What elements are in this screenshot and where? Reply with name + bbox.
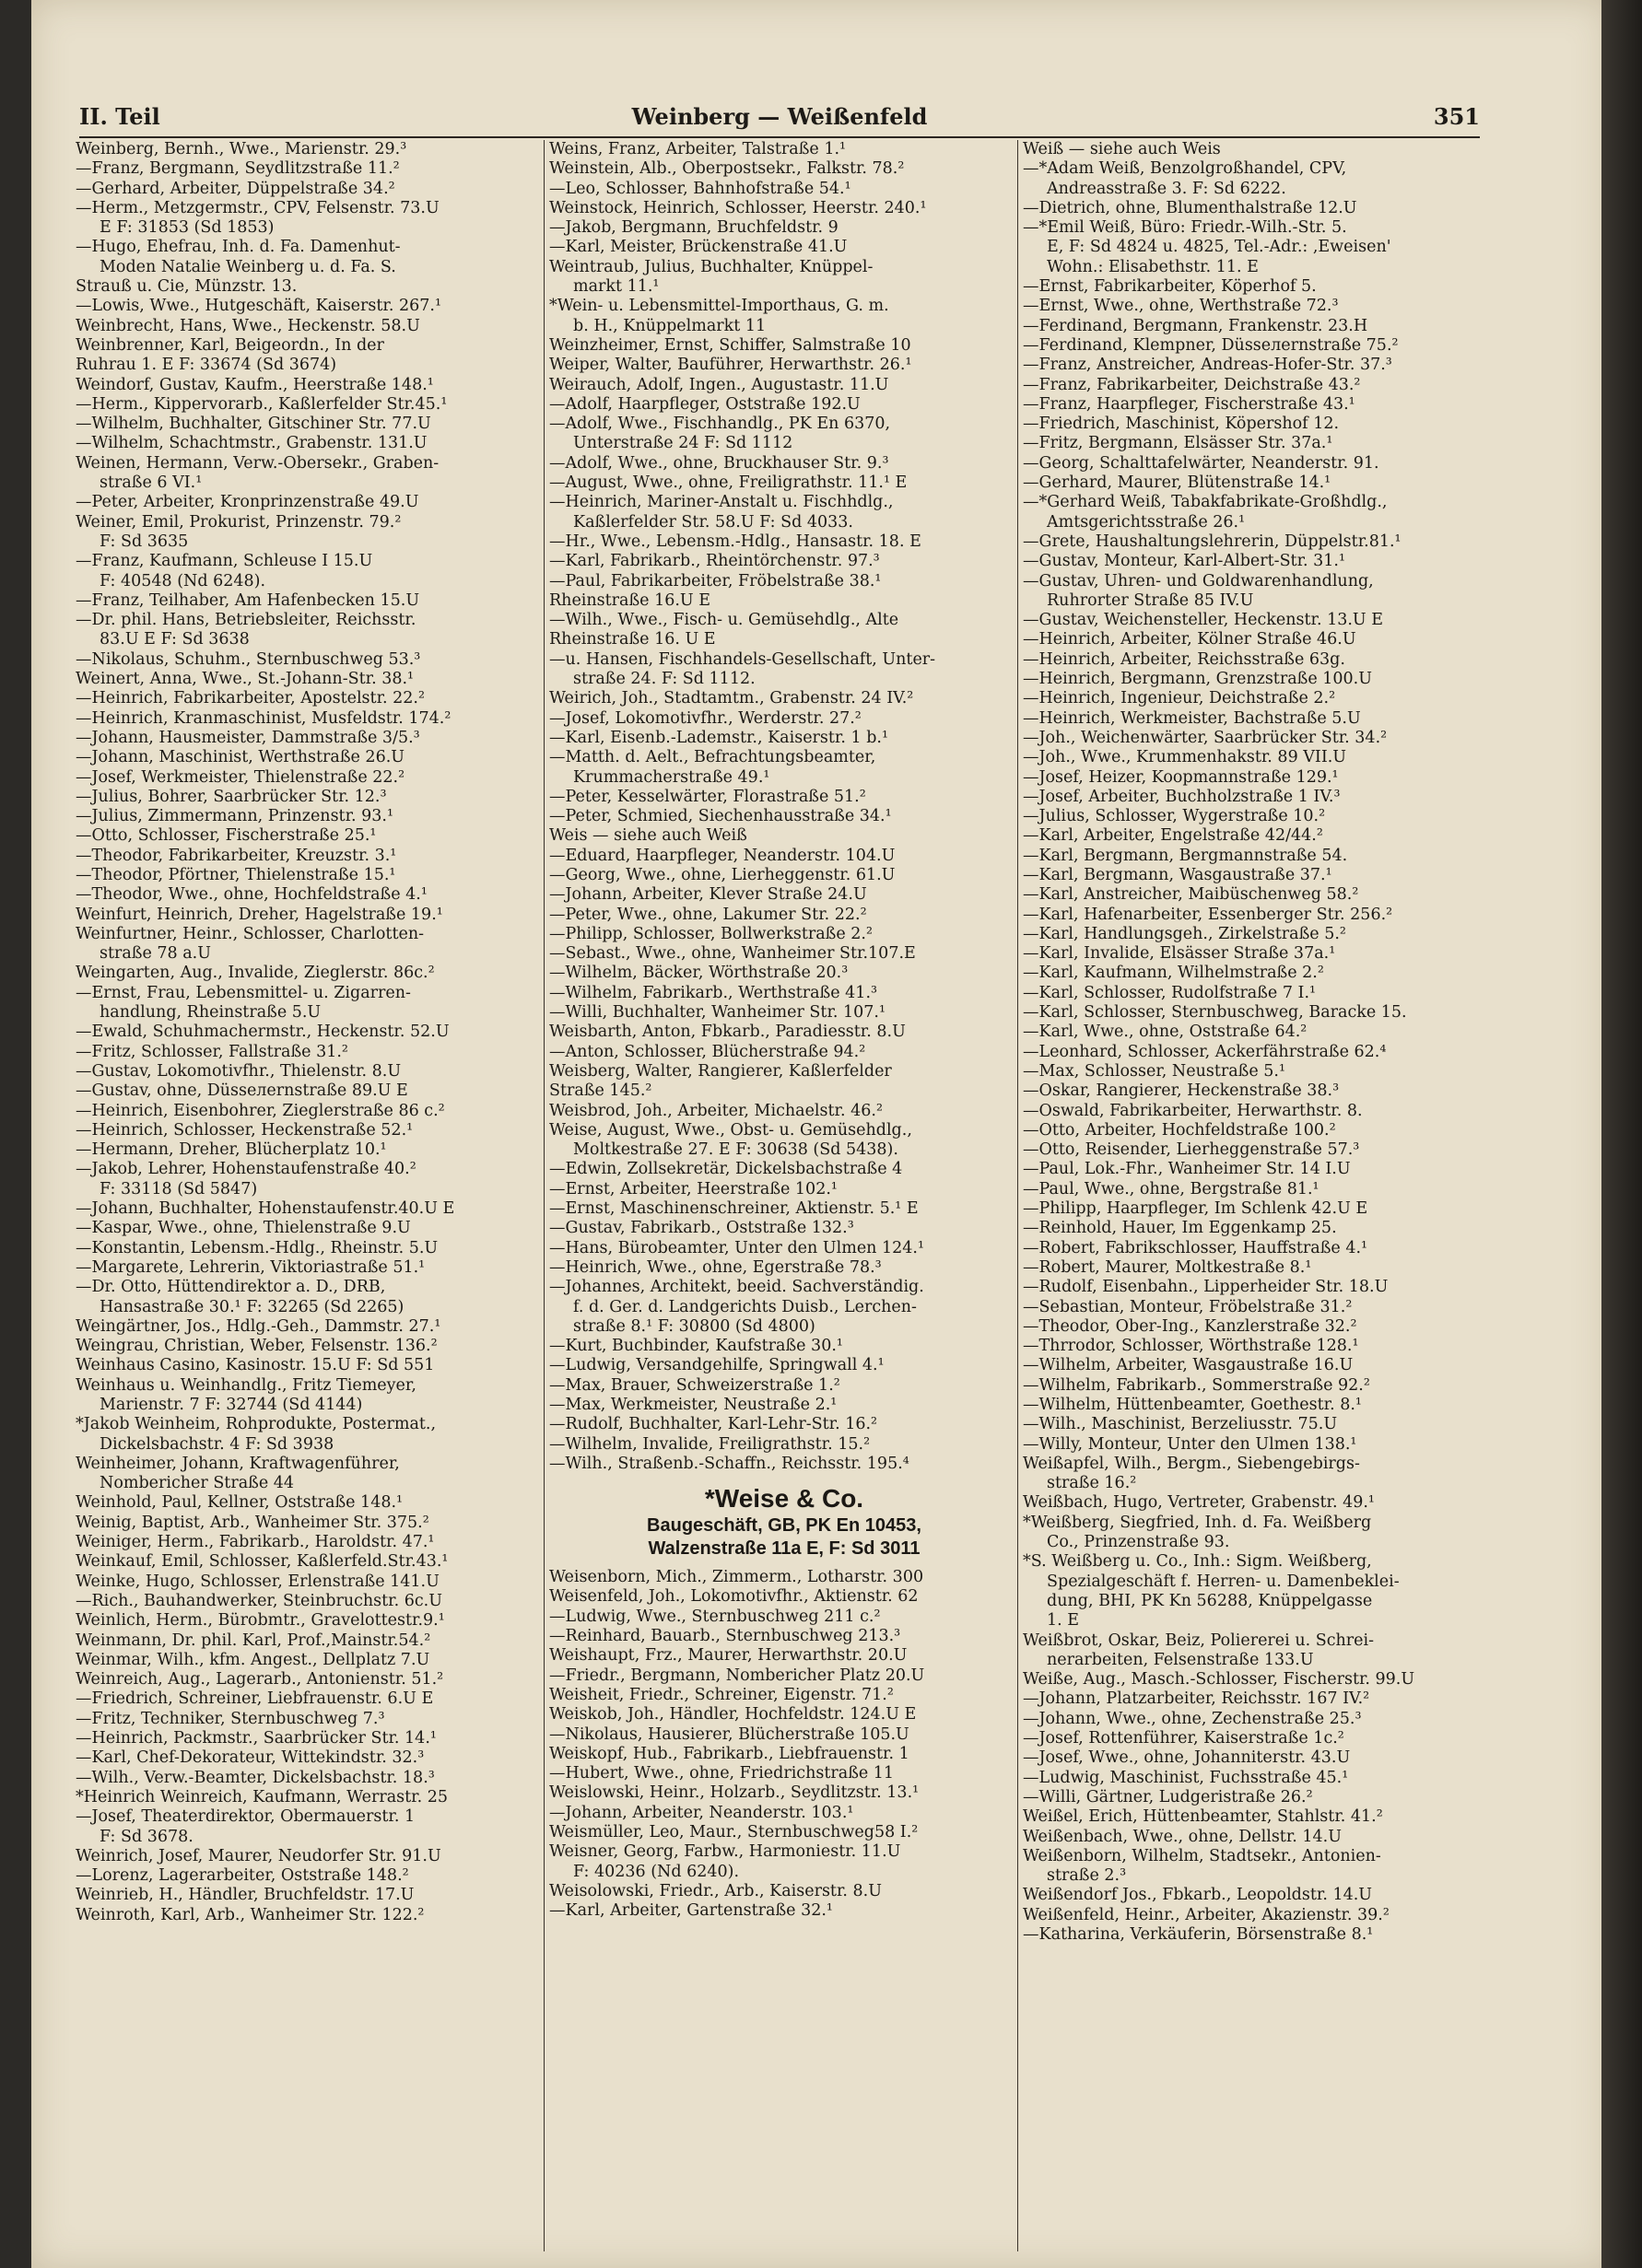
directory-entry: Weirauch, Adolf, Ingen., Augustastr. 11.U <box>549 375 889 394</box>
directory-entry: —Josef, Werkmeister, Thielenstraße 22.² <box>76 767 405 787</box>
directory-entry: *Wein- u. Lebensmittel-Importhaus, G. m. <box>549 297 889 316</box>
directory-entry: —Johann, Hausmeister, Dammstraße 3/5.³ <box>76 728 420 747</box>
directory-entry: —Ernst, Arbeiter, Heerstraße 102.¹ <box>549 1179 838 1198</box>
directory-entry: —Ludwig, Wwe., Sternbuschweg 211 c.² <box>549 1607 881 1626</box>
column-1 <box>76 140 547 2251</box>
directory-entry: —Karl, Handlungsgeh., Zirkelstraße 5.² <box>1023 924 1346 943</box>
directory-entry: —Hugo, Ehefrau, Inh. d. Fa. Damenhut- <box>76 238 401 257</box>
directory-entry: —Karl, Wwe., ohne, Oststraße 64.² <box>1023 1023 1308 1042</box>
directory-entry: —Ewald, Schuhmachermstr., Heckenstr. 52.U <box>76 1023 450 1042</box>
directory-entry: —Johann, Platzarbeiter, Reichsstr. 167 IV.² <box>1023 1689 1370 1709</box>
directory-entry: —Oswald, Fabrikarbeiter, Herwarthstr. 8. <box>1023 1101 1363 1120</box>
directory-entry: —Wilh., Maschinist, Berzeliusstr. 75.U <box>1023 1415 1338 1434</box>
directory-entry: Weishaupt, Frz., Maurer, Herwarthstr. 20.U <box>549 1646 908 1666</box>
directory-entry: —Otto, Reisender, Lierheggenstraße 57.³ <box>1023 1140 1360 1160</box>
weise-co-advertisement <box>549 1483 1019 1561</box>
directory-entry: Weiniger, Herm., Fabrikarb., Haroldstr. 47.¹ <box>76 1533 435 1552</box>
directory-entry: Weiner, Emil, Prokurist, Prinzenstr. 79.² <box>76 512 402 532</box>
directory-entry: Weingärtner, Jos., Hdlg.-Geh., Dammstr. 27.¹ <box>76 1316 441 1336</box>
directory-entry: Weisenborn, Mich., Zimmerm., Lotharstr. 300 <box>549 1568 924 1587</box>
directory-entry: Weinkauf, Emil, Schlosser, Kaßlerfeld.Str.43.¹ <box>76 1552 449 1572</box>
directory-entry: —Ludwig, Maschinist, Fuchsstraße 45.¹ <box>1023 1768 1349 1787</box>
directory-entry: f. d. Ger. d. Landgerichts Duisb., Lerchen- <box>573 1297 917 1316</box>
directory-entry: —Grete, Haushaltungslehrerin, Düppelstr.81.¹ <box>1023 532 1402 551</box>
directory-entry: Weisberg, Walter, Rangierer, Kaßlerfelder <box>549 1061 892 1081</box>
directory-entry: —Heinrich, Mariner-Anstalt u. Fischhdlg., <box>549 493 894 512</box>
directory-entry: Andreasstraße 3. F: Sd 6222. <box>1047 179 1286 198</box>
directory-entry: —Heinrich, Eisenbohrer, Zieglerstraße 86 c.² <box>76 1101 445 1120</box>
directory-entry: —Dr. phil. Hans, Betriebsleiter, Reichsstr. <box>76 611 416 630</box>
directory-entry: F: 33118 (Sd 5847) <box>100 1179 258 1198</box>
directory-entry: —Gerhard, Arbeiter, Düppelstraße 34.² <box>76 179 395 198</box>
directory-entry: —Heinrich, Werkmeister, Bachstraße 5.U <box>1023 708 1361 728</box>
directory-entry: Rheinstraße 16.U E <box>549 590 711 610</box>
directory-entry: —Gustav, Monteur, Karl-Albert-Str. 31.¹ <box>1023 552 1346 571</box>
directory-entry: —Karl, Anstreicher, Maibüschenweg 58.² <box>1023 885 1359 905</box>
directory-entry: —Ferdinand, Klempner, Düsseлernstraße 75.² <box>1023 335 1399 355</box>
directory-entry: —Rudolf, Buchhalter, Karl-Lehr-Str. 16.² <box>549 1415 878 1434</box>
directory-entry: —Heinrich, Arbeiter, Reichsstraße 63g. <box>1023 649 1345 669</box>
directory-entry: Weislowski, Heinr., Holzarb., Seydlitzstr. 13.¹ <box>549 1783 920 1803</box>
directory-entry: *S. Weißberg u. Co., Inh.: Sigm. Weißberg, <box>1023 1552 1372 1572</box>
directory-entry: —Ernst, Wwe., ohne, Werthstraße 72.³ <box>1023 297 1339 316</box>
directory-entry: Weiskopf, Hub., Fabrikarb., Liebfrauenstr. 1 <box>549 1744 909 1763</box>
directory-entry: —Jakob, Bergmann, Bruchfeldstr. 9 <box>549 218 839 238</box>
directory-entry: —Wilh., Verw.-Beamter, Dickelsbachstr. 18.³ <box>76 1768 435 1787</box>
directory-entry: straße 8.¹ F: 30800 (Sd 4800) <box>573 1316 815 1336</box>
directory-entry: —Gustav, Fabrikarb., Oststraße 132.³ <box>549 1219 854 1238</box>
directory-entry: —Ernst, Fabrikarbeiter, Köperhof 5. <box>1023 277 1317 297</box>
directory-entry: —Willi, Gärtner, Ludgeristraße 26.² <box>1023 1787 1313 1806</box>
directory-entry: —Karl, Bergmann, Wasgaustraße 37.¹ <box>1023 865 1332 884</box>
directory-entry: dung, BHI, PK Kn 56288, Knüppelgasse <box>1047 1591 1373 1610</box>
directory-entry: —Peter, Wwe., ohne, Lakumer Str. 22.² <box>549 905 867 924</box>
directory-entry: —Wilhelm, Schachtmstr., Grabenstr. 131.U <box>76 434 428 453</box>
directory-entry: Dickelsbachstr. 4 F: Sd 3938 <box>100 1434 334 1454</box>
directory-entry: —Robert, Fabrikschlosser, Hauffstraße 4.¹ <box>1023 1238 1368 1257</box>
directory-entry: straße 24. F: Sd 1112. <box>573 670 756 689</box>
directory-entry: —Gustav, Lokomotivfhr., Thielenstr. 8.U <box>76 1061 402 1081</box>
directory-entry: —Wilhelm, Hüttenbeamter, Goethestr. 8.¹ <box>1023 1396 1362 1414</box>
directory-entry: Weinfurtner, Heinr., Schlosser, Charlotten- <box>76 924 425 943</box>
directory-entry: —Dietrich, ohne, Blumenthalstraße 12.U <box>1023 198 1357 217</box>
directory-entry: Ruhrorter Straße 85 IV.U <box>1047 590 1254 610</box>
directory-entry: —Heinrich, Schlosser, Heckenstraße 52.¹ <box>76 1120 414 1140</box>
directory-entry: Weinrich, Josef, Maurer, Neudorfer Str. 91.U <box>76 1846 441 1865</box>
directory-entry: Weinberg, Bernh., Wwe., Marienstr. 29.³ <box>76 140 407 158</box>
directory-entry: Weinig, Baptist, Arb., Wanheimer Str. 375.² <box>76 1513 429 1532</box>
directory-entry: Amtsgerichtsstraße 26.¹ <box>1047 512 1246 532</box>
directory-entry: Moltkestraße 27. E F: 30638 (Sd 5438). <box>573 1140 898 1160</box>
directory-entry: —Wilhelm, Arbeiter, Wasgaustraße 16.U <box>1023 1356 1354 1375</box>
directory-entry: —Johann, Arbeiter, Klever Straße 24.U <box>549 885 867 905</box>
directory-entry: —Philipp, Schlosser, Bollwerkstraße 2.² <box>549 924 873 943</box>
directory-entry: —Sebastian, Monteur, Fröbelstraße 31.² <box>1023 1297 1353 1316</box>
directory-entry: Weis — siehe auch Weiß <box>549 826 747 846</box>
directory-entry: —Karl, Hafenarbeiter, Essenberger Str. 256.² <box>1023 905 1393 924</box>
directory-entry: —Peter, Kesselwärter, Florastraße 51.² <box>549 787 866 806</box>
directory-entry: Straße 145.² <box>549 1081 652 1101</box>
directory-entry: Spezialgeschäft f. Herren- u. Damenbeklei- <box>1047 1572 1400 1591</box>
directory-entry: Weinert, Anna, Wwe., St.-Johann-Str. 38.¹ <box>76 670 415 689</box>
page-header <box>79 103 1480 134</box>
directory-entry: 83.U E F: Sd 3638 <box>100 630 250 649</box>
directory-entry: —Rich., Bauhandwerker, Steinbruchstr. 6c.U <box>76 1591 442 1610</box>
directory-entry: —Gustav, Weichensteller, Heckenstr. 13.U E <box>1023 611 1383 630</box>
directory-entry: —Edwin, Zollsekretär, Dickelsbachstraße 4 <box>549 1160 903 1179</box>
directory-entry: —Karl, Bergmann, Bergmannstraße 54. <box>1023 846 1348 865</box>
directory-entry: Weinstock, Heinrich, Schlosser, Heerstr. 240.¹ <box>549 198 927 217</box>
directory-entry: —Joh., Weichenwärter, Saarbrücker Str. 34.² <box>1023 728 1388 747</box>
directory-entry: —Reinhard, Bauarb., Sternbuschweg 213.³ <box>549 1627 901 1646</box>
directory-entry: E, F: Sd 4824 u. 4825, Tel.-Adr.: ,Eweisen' <box>1047 238 1391 257</box>
directory-entry: —Heinrich, Arbeiter, Kölner Straße 46.U <box>1023 630 1356 649</box>
directory-entry: —Wilhelm, Buchhalter, Gitschiner Str. 77.U <box>76 415 431 434</box>
directory-entry: —Margarete, Lehrerin, Viktoriastraße 51.¹ <box>76 1257 426 1277</box>
directory-entry: —Eduard, Haarpfleger, Neanderstr. 104.U <box>549 846 896 865</box>
directory-entry: Hansastraße 30.¹ F: 32265 (Sd 2265) <box>100 1297 405 1316</box>
directory-entry: Weinhold, Paul, Kellner, Oststraße 148.¹ <box>76 1493 404 1513</box>
directory-entry: —Lorenz, Lagerarbeiter, Oststraße 148.² <box>76 1866 409 1886</box>
part-label: II. Teil <box>79 103 160 130</box>
directory-entry: —Reinhold, Hauer, Im Eggenkamp 25. <box>1023 1219 1337 1238</box>
directory-entry: —Katharina, Verkäuferin, Börsenstraße 8.¹ <box>1023 1925 1374 1945</box>
directory-entry: —Ludwig, Versandgehilfe, Springwall 4.¹ <box>549 1356 885 1375</box>
directory-entry: —Gustav, Uhren- und Goldwarenhandlung, <box>1023 571 1374 590</box>
directory-entry: —Georg, Schalttafelwärter, Neanderstr. 91. <box>1023 453 1379 473</box>
directory-entry: Weißenborn, Wilhelm, Stadtsekr., Antonien- <box>1023 1846 1381 1865</box>
ad-title: *Weise & Co. <box>704 1484 864 1514</box>
scan-edge <box>1601 0 1642 2268</box>
directory-entry: —Franz, Bergmann, Seydlitzstraße 11.² <box>76 159 400 179</box>
directory-entry: —Josef, Arbeiter, Buchholzstraße 1 IV.³ <box>1023 787 1341 806</box>
directory-entry: —Julius, Zimmermann, Prinzenstr. 93.¹ <box>76 807 394 826</box>
directory-entry: Nombericher Straße 44 <box>100 1474 295 1493</box>
directory-entry: F: Sd 3635 <box>100 532 189 551</box>
directory-entry: —August, Wwe., ohne, Freiligrathstr. 11.¹ E <box>549 473 908 493</box>
directory-entry: —Heinrich, Kranmaschinist, Musfeldstr. 174.² <box>76 708 452 728</box>
directory-entry: Weinbrenner, Karl, Beigeordn., In der <box>76 335 384 355</box>
directory-entry: Weiper, Walter, Bauführer, Herwarthstr. 26.¹ <box>549 356 912 375</box>
directory-entry: Weisenfeld, Joh., Lokomotivfhr., Aktienstr. 62 <box>549 1587 919 1607</box>
directory-entry: —Franz, Anstreicher, Andreas-Hofer-Str. 37.³ <box>1023 356 1392 375</box>
directory-entry: —Rudolf, Eisenbahn., Lipperheider Str. 18.U <box>1023 1278 1389 1297</box>
directory-entry: —Hr., Wwe., Lebensm.-Hdlg., Hansastr. 18. E <box>549 532 921 551</box>
directory-entry: —Johann, Maschinist, Werthstraße 26.U <box>76 748 405 767</box>
directory-entry: —Kaspar, Wwe., ohne, Thielenstraße 9.U <box>76 1219 411 1238</box>
directory-entry: —Hans, Bürobeamter, Unter den Ulmen 124.¹ <box>549 1238 924 1257</box>
directory-entry: markt 11.¹ <box>573 277 660 297</box>
directory-entry: Weinstein, Alb., Oberpostsekr., Falkstr. 78.² <box>549 159 905 179</box>
directory-entry: Weißbrot, Oskar, Beiz, Poliererei u. Schrei- <box>1023 1631 1375 1650</box>
directory-entry: —Karl, Invalide, Elsässer Straße 37a.¹ <box>1023 944 1336 964</box>
directory-entry: —Lowis, Wwe., Hutgeschäft, Kaiserstr. 267.¹ <box>76 297 441 316</box>
directory-entry: —Heinrich, Wwe., ohne, Egerstraße 78.³ <box>549 1257 882 1277</box>
directory-entry: nerarbeiten, Felsenstraße 133.U <box>1047 1650 1314 1669</box>
directory-entry: —Josef, Heizer, Koopmannstraße 129.¹ <box>1023 767 1339 787</box>
directory-entry: —Fritz, Techniker, Sternbuschweg 7.³ <box>76 1709 385 1728</box>
directory-entry: —Hubert, Wwe., ohne, Friedrichstraße 11 <box>549 1764 895 1783</box>
directory-entry: —Wilhelm, Fabrikarb., Sommerstraße 92.² <box>1023 1375 1370 1395</box>
directory-entry: Weiß — siehe auch Weis <box>1023 140 1221 158</box>
directory-entry: —Fritz, Schlosser, Fallstraße 31.² <box>76 1042 348 1061</box>
directory-entry: Marienstr. 7 F: 32744 (Sd 4144) <box>100 1396 363 1414</box>
directory-entry: —Franz, Kaufmann, Schleuse I 15.U <box>76 552 373 571</box>
name-range: Weinberg — Weißenfeld <box>631 103 928 130</box>
directory-entry: —Max, Brauer, Schweizerstraße 1.² <box>549 1375 840 1395</box>
directory-entry: —Robert, Maurer, Moltkestraße 8.¹ <box>1023 1257 1312 1277</box>
directory-entry: —Fritz, Bergmann, Elsässer Str. 37a.¹ <box>1023 434 1333 453</box>
directory-entry: —Heinrich, Ingenieur, Deichstraße 2.² <box>1023 689 1336 708</box>
directory-entry: —Gerhard, Maurer, Blütenstraße 14.¹ <box>1023 473 1331 493</box>
directory-entry: —Nikolaus, Schuhm., Sternbuschweg 53.³ <box>76 649 421 669</box>
directory-entry: Weinheimer, Johann, Kraftwagenführer, <box>76 1454 400 1473</box>
directory-entry: —Wilhelm, Fabrikarb., Werthstraße 41.³ <box>549 983 878 1002</box>
directory-entry: Weinbrecht, Hans, Wwe., Heckenstr. 58.U <box>76 316 420 335</box>
directory-entry: Weinmar, Wilh., kfm. Angest., Dellplatz 7.U <box>76 1650 430 1669</box>
directory-entry: —Wilhelm, Invalide, Freiligrathstr. 15.² <box>549 1434 871 1454</box>
directory-entry: Ruhrau 1. E F: 33674 (Sd 3674) <box>76 356 337 375</box>
directory-entry: Weißenbach, Wwe., ohne, Dellstr. 14.U <box>1023 1827 1342 1846</box>
directory-entry: —Konstantin, Lebensm.-Hdlg., Rheinstr. 5.U <box>76 1238 439 1257</box>
directory-entry: —Franz, Teilhaber, Am Hafenbecken 15.U <box>76 590 420 610</box>
directory-entry: —Karl, Fabrikarb., Rheintörchenstr. 97.³ <box>549 552 880 571</box>
directory-entry: Rheinstraße 16. U E <box>549 630 716 649</box>
directory-entry: —Leo, Schlosser, Bahnhofstraße 54.¹ <box>549 179 851 198</box>
directory-entry: —Willi, Buchhalter, Wanheimer Str. 107.¹ <box>549 1003 886 1023</box>
directory-entry: —Paul, Wwe., ohne, Bergstraße 81.¹ <box>1023 1179 1319 1198</box>
directory-entry: —Friedr., Bergmann, Nombericher Platz 20.U <box>549 1666 925 1685</box>
directory-entry: —Theodor, Ober-Ing., Kanzlerstraße 32.² <box>1023 1316 1357 1336</box>
directory-entry: —Georg, Wwe., ohne, Lierheggenstr. 61.U <box>549 865 896 884</box>
directory-entry: —Wilh., Straßenb.-Schaffn., Reichsstr. 195.⁴ <box>549 1454 909 1473</box>
directory-entry: —Josef, Wwe., ohne, Johanniterstr. 43.U <box>1023 1748 1351 1768</box>
directory-entry: straße 6 VI.¹ <box>100 473 203 493</box>
directory-entry: —Julius, Bohrer, Saarbrücker Str. 12.³ <box>76 787 387 806</box>
directory-entry: —Willy, Monteur, Unter den Ulmen 138.¹ <box>1023 1434 1357 1454</box>
directory-entry: —Karl, Schlosser, Sternbuschweg, Baracke 15. <box>1023 1003 1407 1023</box>
directory-entry: —Thrrodor, Schlosser, Wörthstraße 128.¹ <box>1023 1337 1359 1356</box>
directory-entry: 1. E <box>1047 1611 1080 1631</box>
directory-entry: Weisner, Georg, Farbw., Harmoniestr. 11.U <box>549 1842 901 1862</box>
directory-entry: Krummacherstraße 49.¹ <box>573 767 770 787</box>
directory-entry: E F: 31853 (Sd 1853) <box>100 218 275 238</box>
directory-entry: —Karl, Chef-Dekorateur, Wittekindstr. 32.³ <box>76 1748 425 1768</box>
directory-entry: *Weißberg, Siegfried, Inh. d. Fa. Weißberg <box>1023 1513 1372 1532</box>
directory-entry: —u. Hansen, Fischhandels-Gesellschaft, Unter- <box>549 649 936 669</box>
directory-entry: Strauß u. Cie, Münzstr. 13. <box>76 277 298 297</box>
directory-entry: —Adolf, Wwe., Fischhandlg., PK En 6370, <box>549 415 891 434</box>
directory-entry: —Ernst, Frau, Lebensmittel- u. Zigarren- <box>76 983 411 1002</box>
directory-entry: straße 78 a.U <box>100 944 211 964</box>
directory-entry: Kaßlerfelder Str. 58.U F: Sd 4033. <box>573 512 853 532</box>
directory-entry: —Otto, Schlosser, Fischerstraße 25.¹ <box>76 826 377 846</box>
directory-entry: —Peter, Schmied, Siechenhausstraße 34.¹ <box>549 807 892 826</box>
directory-entry: Weißapfel, Wilh., Bergm., Siebengebirgs- <box>1023 1454 1360 1473</box>
directory-entry: —*Adam Weiß, Benzolgroßhandel, CPV, <box>1023 159 1347 179</box>
directory-entry: —Theodor, Pförtner, Thielenstraße 15.¹ <box>76 865 396 884</box>
directory-entry: —Theodor, Wwe., ohne, Hochfeldstraße 4.¹ <box>76 885 428 905</box>
directory-entry: b. H., Knüppelmarkt 11 <box>573 316 767 335</box>
directory-entry: —Hermann, Dreher, Blücherplatz 10.¹ <box>76 1140 387 1160</box>
directory-entry: Weinen, Hermann, Verw.-Obersekr., Graben- <box>76 453 440 473</box>
directory-entry: Weise, August, Wwe., Obst- u. Gemüsehdlg., <box>549 1120 912 1140</box>
directory-entry: Weintraub, Julius, Buchhalter, Knüppel- <box>549 257 874 276</box>
directory-entry: Weinzheimer, Ernst, Schiffer, Salmstraße 10 <box>549 335 911 355</box>
directory-entry: —Joh., Wwe., Krummenhakstr. 89 VII.U <box>1023 748 1347 767</box>
directory-entry: Weinroth, Karl, Arb., Wanheimer Str. 122.² <box>76 1905 425 1924</box>
directory-entry: Unterstraße 24 F: Sd 1112 <box>573 434 793 453</box>
directory-entry: —Wilhelm, Bäcker, Wörthstraße 20.³ <box>549 964 849 983</box>
directory-entry: Weindorf, Gustav, Kaufm., Heerstraße 148.¹ <box>76 375 434 394</box>
directory-entry: —Anton, Schlosser, Blücherstraße 94.² <box>549 1042 866 1061</box>
directory-entry: Weißenfeld, Heinr., Arbeiter, Akazienstr. 39.² <box>1023 1905 1390 1924</box>
directory-entry: Weinlich, Herm., Bürobmtr., Gravelottestr.9.¹ <box>76 1611 445 1631</box>
directory-entry: Weins, Franz, Arbeiter, Talstraße 1.¹ <box>549 140 847 158</box>
directory-entry: Weinhaus Casino, Kasinostr. 15.U F: Sd 551 <box>76 1356 435 1375</box>
directory-entry: Weinfurt, Heinrich, Dreher, Hagelstraße 19.¹ <box>76 905 443 924</box>
directory-entry: Weinke, Hugo, Schlosser, Erlenstraße 141.U <box>76 1572 440 1591</box>
directory-entry: —Paul, Fabrikarbeiter, Fröbelstraße 38.¹ <box>549 571 882 590</box>
directory-entry: —*Gerhard Weiß, Tabakfabrikate-Großhdlg., <box>1023 493 1388 512</box>
directory-entry: —Karl, Meister, Brückenstraße 41.U <box>549 238 848 257</box>
directory-entry: —Sebast., Wwe., ohne, Wanheimer Str.107.E <box>549 944 916 964</box>
directory-entry: —Philipp, Haarpfleger, Im Schlenk 42.U E <box>1023 1199 1368 1219</box>
directory-entry: —Karl, Arbeiter, Gartenstraße 32.¹ <box>549 1901 833 1921</box>
directory-entry: Weingarten, Aug., Invalide, Zieglerstr. 86c.² <box>76 964 435 983</box>
directory-entry: —Franz, Haarpfleger, Fischerstraße 43.¹ <box>1023 394 1355 414</box>
directory-entry: —Oskar, Rangierer, Heckenstraße 38.³ <box>1023 1081 1340 1101</box>
directory-entry: —Karl, Kaufmann, Wilhelmstraße 2.² <box>1023 964 1324 983</box>
directory-entry: —Matth. d. Aelt., Befrachtungsbeamter, <box>549 748 876 767</box>
directory-entry: —Friedrich, Maschinist, Köpershof 12. <box>1023 415 1340 434</box>
directory-entry: straße 16.² <box>1047 1474 1137 1493</box>
directory-entry: Weinhaus u. Weinhandlg., Fritz Tiemeyer, <box>76 1375 416 1395</box>
directory-entry: Moden Natalie Weinberg u. d. Fa. S. <box>100 257 396 276</box>
directory-entry: —Josef, Rottenführer, Kaiserstraße 1c.² <box>1023 1729 1344 1748</box>
directory-entry: F: 40548 (Nd 6248). <box>100 571 266 590</box>
directory-entry: —Leonhard, Schlosser, Ackerfährstraße 62.⁴ <box>1023 1042 1387 1061</box>
directory-entry: —Karl, Eisenb.-Lademstr., Kaiserstr. 1 b.¹ <box>549 728 888 747</box>
directory-entry: Weisbarth, Anton, Fbkarb., Paradiesstr. 8.U <box>549 1023 906 1042</box>
directory-entry: —Karl, Arbeiter, Engelstraße 42/44.² <box>1023 826 1323 846</box>
directory-entry: —Franz, Fabrikarbeiter, Deichstraße 43.² <box>1023 375 1361 394</box>
directory-entry: Weirich, Joh., Stadtamtm., Grabenstr. 24 IV.² <box>549 689 914 708</box>
directory-entry: —Josef, Theaterdirektor, Obermauerstr. 1 <box>76 1807 416 1827</box>
directory-entry: *Jakob Weinheim, Rohprodukte, Postermat., <box>76 1415 437 1434</box>
directory-entry: —*Emil Weiß, Büro: Friedr.-Wilh.-Str. 5. <box>1023 218 1347 238</box>
directory-entry: handlung, Rheinstraße 5.U <box>100 1003 322 1023</box>
directory-entry: Weißendorf Jos., Fbkarb., Leopoldstr. 14.U <box>1023 1886 1373 1905</box>
directory-entry: Weisbrod, Joh., Arbeiter, Michaelstr. 46.² <box>549 1101 883 1120</box>
directory-entry: *Heinrich Weinreich, Kaufmann, Werrastr. 25 <box>76 1787 449 1806</box>
directory-entry: —Friedrich, Schreiner, Liebfrauenstr. 6.U E <box>76 1689 434 1709</box>
directory-entry: Weisheit, Friedr., Schreiner, Eigenstr. 71.² <box>549 1685 894 1704</box>
directory-entry: —Julius, Schlosser, Wygerstraße 10.² <box>1023 807 1326 826</box>
directory-entry: Co., Prinzenstraße 93. <box>1047 1533 1230 1552</box>
directory-entry: —Johann, Wwe., ohne, Zechenstraße 25.³ <box>1023 1709 1362 1728</box>
directory-entry: —Max, Werkmeister, Neustraße 2.¹ <box>549 1396 838 1414</box>
directory-entry: —Ferdinand, Bergmann, Frankenstr. 23.H <box>1023 316 1368 335</box>
directory-entry: Weiskob, Joh., Händler, Hochfeldstr. 124.U E <box>549 1705 917 1724</box>
directory-entry: F: 40236 (Nd 6240). <box>573 1862 740 1881</box>
directory-entry: —Herm., Metzgermstr., CPV, Felsenstr. 73.U <box>76 198 440 217</box>
directory-entry: —Max, Schlosser, Neustraße 5.¹ <box>1023 1061 1285 1081</box>
directory-entry: —Heinrich, Bergmann, Grenzstraße 100.U <box>1023 670 1372 689</box>
directory-entry: —Nikolaus, Hausierer, Blücherstraße 105.U <box>549 1724 909 1744</box>
header-rule <box>79 136 1480 138</box>
directory-entry: Weinmann, Dr. phil. Karl, Prof.,Mainstr.54.² <box>76 1631 431 1650</box>
directory-entry: —Ernst, Maschinenschreiner, Aktienstr. 5.¹ E <box>549 1199 919 1219</box>
directory-entry: Weiße, Aug., Masch.-Schlosser, Fischerstr. 99.U <box>1023 1670 1415 1689</box>
directory-entry: —Kurt, Buchbinder, Kaufstraße 30.¹ <box>549 1337 843 1356</box>
directory-entry: —Josef, Lokomotivfhr., Werderstr. 27.² <box>549 708 862 728</box>
directory-entry: Weißbach, Hugo, Vertreter, Grabenstr. 49.¹ <box>1023 1493 1375 1513</box>
directory-entry: F: Sd 3678. <box>100 1827 194 1846</box>
directory-entry: —Adolf, Wwe., ohne, Bruckhauser Str. 9.³ <box>549 453 889 473</box>
directory-entry: Weißel, Erich, Hüttenbeamter, Stahlstr. 41.² <box>1023 1807 1383 1827</box>
directory-entry: Weismüller, Leo, Maur., Sternbuschweg58 I.² <box>549 1823 919 1842</box>
directory-entry: —Adolf, Haarpfleger, Oststraße 192.U <box>549 394 861 414</box>
directory-entry: —Jakob, Lehrer, Hohenstaufenstraße 40.² <box>76 1160 416 1179</box>
column-3 <box>1023 140 1484 2251</box>
directory-entry: —Karl, Schlosser, Rudolfstraße 7 I.¹ <box>1023 983 1317 1002</box>
directory-entry: —Paul, Lok.-Fhr., Wanheimer Str. 14 I.U <box>1023 1160 1351 1179</box>
directory-entry: Weinreich, Aug., Lagerarb., Antonienstr. 51.² <box>76 1670 444 1689</box>
directory-entry: —Theodor, Fabrikarbeiter, Kreuzstr. 3.¹ <box>76 846 397 865</box>
ad-line-2: Walzenstraße 11a E, F: Sd 3011 <box>648 1538 921 1560</box>
directory-entry: Wohn.: Elisabethstr. 11. E <box>1047 257 1259 276</box>
directory-entry: —Dr. Otto, Hüttendirektor a. D., DRB, <box>76 1278 386 1297</box>
directory-entry: Weinrieb, H., Händler, Bruchfeldstr. 17.U <box>76 1886 415 1905</box>
directory-entry: —Johann, Buchhalter, Hohenstaufenstr.40.U E <box>76 1199 455 1219</box>
directory-entry: —Gustav, ohne, Düsseлernstraße 89.U E <box>76 1081 408 1101</box>
directory-entry: Weisolowski, Friedr., Arb., Kaiserstr. 8.U <box>549 1881 882 1900</box>
directory-entry: —Otto, Arbeiter, Hochfeldstraße 100.² <box>1023 1120 1336 1140</box>
directory-entry: —Johannes, Architekt, beeid. Sachverständig. <box>549 1278 924 1297</box>
page-number: 351 <box>1433 103 1480 130</box>
directory-entry: —Peter, Arbeiter, Kronprinzenstraße 49.U <box>76 493 419 512</box>
ad-line-1: Baugeschäft, GB, PK En 10453, <box>647 1515 921 1537</box>
directory-entry: —Johann, Arbeiter, Neanderstr. 103.¹ <box>549 1803 854 1822</box>
directory-entry: —Herm., Kippervorarb., Kaßlerfelder Str.45.¹ <box>76 394 448 414</box>
column-2 <box>549 140 1019 2251</box>
directory-entry: straße 2.³ <box>1047 1866 1127 1886</box>
directory-entry: Weingrau, Christian, Weber, Felsenstr. 136.² <box>76 1337 438 1356</box>
directory-entry: —Heinrich, Packmstr., Saarbrücker Str. 14.¹ <box>76 1729 437 1748</box>
directory-entry: —Wilh., Wwe., Fisch- u. Gemüsehdlg., Alte <box>549 611 899 630</box>
directory-entry: —Heinrich, Fabrikarbeiter, Apostelstr. 22.² <box>76 689 425 708</box>
